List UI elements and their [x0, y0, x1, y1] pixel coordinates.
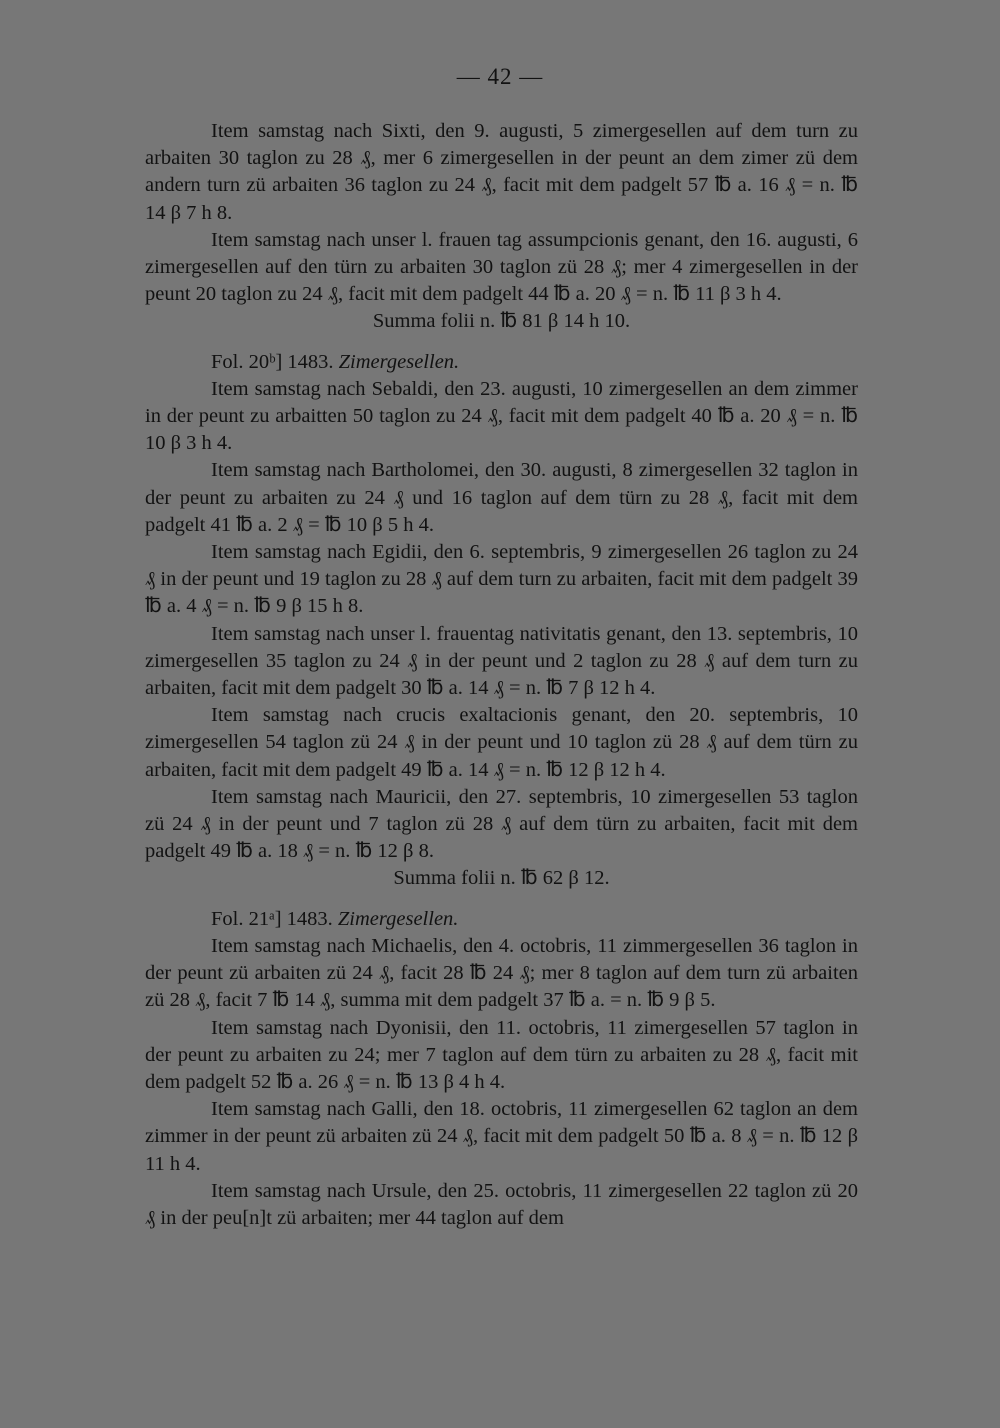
section-title: Zimergesellen.: [338, 350, 460, 373]
summa-line: Summa folii n. ℔ 62 β 12.: [393, 867, 610, 890]
folio-heading: [145, 906, 858, 933]
section-title: Zimergesellen.: [337, 907, 459, 930]
entry-paragraph: Item samstag nach unser l. frauentag nativitatis genant, den 13. septembris, 10 zimergesellen 35 taglon zu 24 ₰ in der peunt und 2 taglon zu 28 ₰ auf dem turn zu arbaiten, facit mit dem padgelt 30 ℔ a. 14 ₰ = n. ℔ 7 β 12 h 4.: [145, 622, 858, 700]
entry-paragraph: Item samstag nach Egidii, den 6. septembris, 9 zimergesellen 26 taglon zu 24 ₰ in der peunt und 19 taglon zu 28 ₰ auf dem turn zu arbaiten, facit mit dem padgelt 39 ℔ a. 4 ₰ = n. ℔ 9 β 15 h 8.: [145, 541, 858, 618]
entry-paragraph: Item samstag nach unser l. frauen tag assumpcionis genant, den 16. augusti, 6 zimergesellen auf den türn zu arbaiten 30 taglon zü 28 ₰; mer 4 zimergesellen in der peunt 20 taglon zu 24 ₰, facit mit dem padgelt 44 ℔ a. 20 ₰ = n. ℔ 11 β 3 h 4.: [145, 228, 858, 306]
folio-reference: Fol. 21ᵃ] 1483.: [211, 907, 333, 930]
entry-paragraph: Item samstag nach Ursule, den 25. octobris, 11 zimergesellen 22 taglon zü 20 ₰ in der peu[n]t zü arbaiten; mer 44 taglon auf dem: [145, 1179, 858, 1229]
summa-line: Summa folii n. ℔ 81 β 14 h 10.: [372, 310, 631, 333]
entry-paragraph: Item samstag nach Dyonisii, den 11. octobris, 11 zimergesellen 57 taglon in der peunt zu arbaiten zu 24; mer 7 taglon auf dem türn zu arbaiten zu 28 ₰, facit mit dem padgelt 52 ℔ a. 26 ₰ = n. ℔ 13 β 4 h 4.: [145, 1016, 858, 1093]
text-body: [145, 118, 858, 1232]
folio-reference: Fol. 20ᵇ] 1483.: [211, 350, 334, 373]
folio-heading: [145, 349, 858, 376]
entry-paragraph: Item samstag nach Sebaldi, den 23. augusti, 10 zimergesellen an dem zimmer in der peunt zu arbaitten 50 taglon zu 24 ₰, facit mit dem padgelt 40 ℔ a. 20 ₰ = n. ℔ 10 β 3 h 4.: [145, 377, 858, 455]
entry-paragraph: Item samstag nach crucis exaltacionis genant, den 20. septembris, 10 zimergesellen 54 taglon zü 24 ₰ in der peunt und 10 taglon zü 28 ₰ auf dem türn zu arbaiten, facit mit dem padgelt 49 ℔ a. 14 ₰ = n. ℔ 12 β 12 h 4.: [145, 704, 858, 781]
page-number: — 42 —: [456, 64, 544, 89]
entry-paragraph: Item samstag nach Michaelis, den 4. octobris, 11 zimmergesellen 36 taglon in der peunt zü arbaiten zü 24 ₰, facit 28 ℔ 24 ₰; mer 8 taglon auf dem turn zü arbaiten zü 28 ₰, facit 7 ℔ 14 ₰, summa mit dem padgelt 37 ℔ a. = n. ℔ 9 β 5.: [145, 934, 858, 1012]
entry-paragraph: Item samstag nach Mauricii, den 27. septembris, 10 zimergesellen 53 taglon zü 24 ₰ in der peunt und 7 taglon zü 28 ₰ auf dem türn zu arbaiten, facit mit dem padgelt 49 ℔ a. 18 ₰ = n. ℔ 12 β 8.: [145, 785, 858, 863]
entry-paragraph: Item samstag nach Bartholomei, den 30. augusti, 8 zimergesellen 32 taglon in der peunt zu arbaiten zu 24 ₰ und 16 taglon auf dem türn zu 28 ₰, facit mit dem padgelt 41 ℔ a. 2 ₰ = ℔ 10 β 5 h 4.: [145, 459, 858, 536]
entry-paragraph: Item samstag nach Sixti, den 9. augusti, 5 zimergesellen auf dem turn zu arbaiten 30 taglon zu 28 ₰, mer 6 zimergesellen in der peunt an dem zimer zü dem andern turn zü arbaiten 36 taglon zu 24 ₰, facit mit dem padgelt 57 ℔ a. 16 ₰ = n. ℔ 14 β 7 h 8.: [145, 120, 858, 224]
entry-paragraph: Item samstag nach Galli, den 18. octobris, 11 zimergesellen 62 taglon an dem zimmer in der peunt zü arbaiten zü 24 ₰, facit mit dem padgelt 50 ℔ a. 8 ₰ = n. ℔ 12 β 11 h 4.: [145, 1098, 858, 1175]
